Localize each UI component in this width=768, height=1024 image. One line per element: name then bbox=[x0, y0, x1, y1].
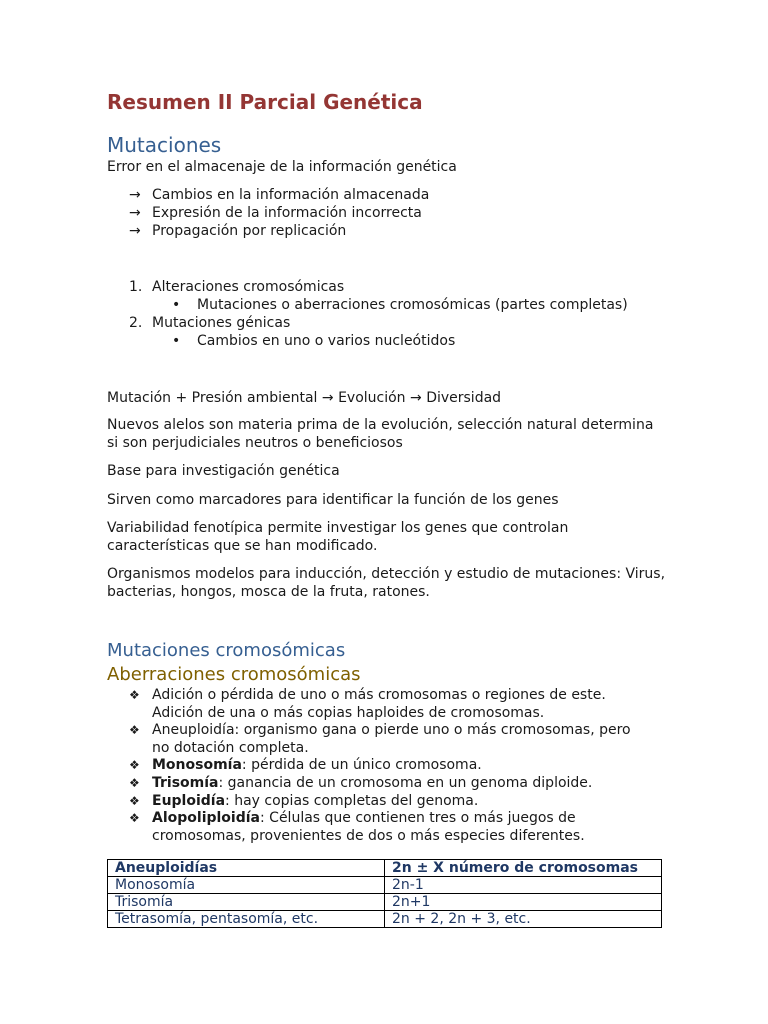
arrow-icon: → bbox=[129, 205, 141, 221]
arrow-icon: → bbox=[129, 223, 141, 239]
aneuploidias-table bbox=[107, 859, 662, 928]
diamond-list bbox=[129, 687, 649, 845]
list-item: ❖ Aneuploidía: organismo gana o pierde uno o más cromosomas, pero no dotación completa. bbox=[129, 722, 631, 756]
subheading-aberraciones: Aberraciones cromosómicas bbox=[107, 664, 361, 685]
list-item: 2. Mutaciones génicas bbox=[129, 315, 291, 331]
arrow-icon: → bbox=[129, 187, 141, 203]
document-title: Resumen II Parcial Genética bbox=[107, 90, 423, 114]
list-item: ❖ Adición o pérdida de uno o más cromosomas o regiones de este. Adición de una o más copias haploides de cromosomas. bbox=[129, 687, 606, 721]
table-header-cell: 2n ± X número de cromosomas bbox=[385, 860, 662, 877]
paragraph: Mutación + Presión ambiental → Evolución → Diversidad bbox=[107, 390, 502, 406]
bullet-icon: • bbox=[172, 333, 181, 349]
arrow-list bbox=[129, 186, 429, 240]
table-cell: Tetrasomía, pentasomía, etc. bbox=[108, 911, 385, 928]
list-item: • Cambios en uno o varios nucleótidos bbox=[172, 333, 456, 349]
diamond-bullet-icon: ❖ bbox=[129, 758, 140, 773]
list-item: ❖ Trisomía: ganancia de un cromosoma en un genoma diploide. bbox=[129, 774, 593, 791]
table-cell: 2n + 2, 2n + 3, etc. bbox=[385, 911, 662, 928]
diamond-bullet-icon: ❖ bbox=[129, 723, 140, 738]
table-cell: Trisomía bbox=[108, 894, 385, 911]
list-item: • Mutaciones o aberraciones cromosómicas (partes completas) bbox=[172, 297, 628, 313]
table-row bbox=[108, 894, 662, 911]
intro-text: Error en el almacenaje de la información genética bbox=[107, 159, 457, 175]
table-row bbox=[108, 911, 662, 928]
diamond-bullet-icon: ❖ bbox=[129, 793, 140, 808]
paragraph: Variabilidad fenotípica permite investigar los genes que controlan características que se han modificado. bbox=[107, 520, 569, 554]
diamond-bullet-icon: ❖ bbox=[129, 688, 140, 702]
list-item: 1. Alteraciones cromosómicas bbox=[129, 279, 345, 295]
list-item: → Cambios en la información almacenada bbox=[129, 187, 430, 203]
table-header-row bbox=[108, 860, 662, 877]
table-cell: Monosomía bbox=[108, 877, 385, 894]
list-item: ❖ Monosomía: pérdida de un único cromosoma. bbox=[129, 757, 482, 774]
heading-mutaciones-cromosomicas: Mutaciones cromosómicas bbox=[107, 640, 346, 661]
paragraph: Base para investigación genética bbox=[107, 463, 340, 479]
table-row bbox=[108, 877, 662, 894]
bullet-icon: • bbox=[172, 297, 181, 313]
heading-mutaciones: Mutaciones bbox=[107, 133, 222, 157]
paragraph: Nuevos alelos son materia prima de la evolución, selección natural determina si son perjudiciales neutros o beneficiosos bbox=[107, 417, 654, 451]
table-header-cell: Aneuploidías bbox=[108, 860, 385, 877]
table-cell: 2n-1 bbox=[385, 877, 662, 894]
list-item: → Expresión de la información incorrecta bbox=[129, 205, 422, 221]
paragraph: Organismos modelos para inducción, detección y estudio de mutaciones: Virus, bacterias, hongos, mosca de la fruta, ratones. bbox=[107, 566, 666, 600]
numbered-list bbox=[129, 278, 628, 350]
list-item: ❖ Alopoliploidía: Células que contienen tres o más juegos de cromosomas, provenientes de dos o más especies diferentes. bbox=[129, 810, 585, 844]
paragraph: Sirven como marcadores para identificar la función de los genes bbox=[107, 492, 559, 508]
diamond-bullet-icon: ❖ bbox=[129, 775, 140, 790]
list-item: → Propagación por replicación bbox=[129, 223, 347, 239]
diamond-bullet-icon: ❖ bbox=[129, 811, 140, 826]
table-cell: 2n+1 bbox=[385, 894, 662, 911]
list-item: ❖ Euploidía: hay copias completas del genoma. bbox=[129, 792, 479, 809]
